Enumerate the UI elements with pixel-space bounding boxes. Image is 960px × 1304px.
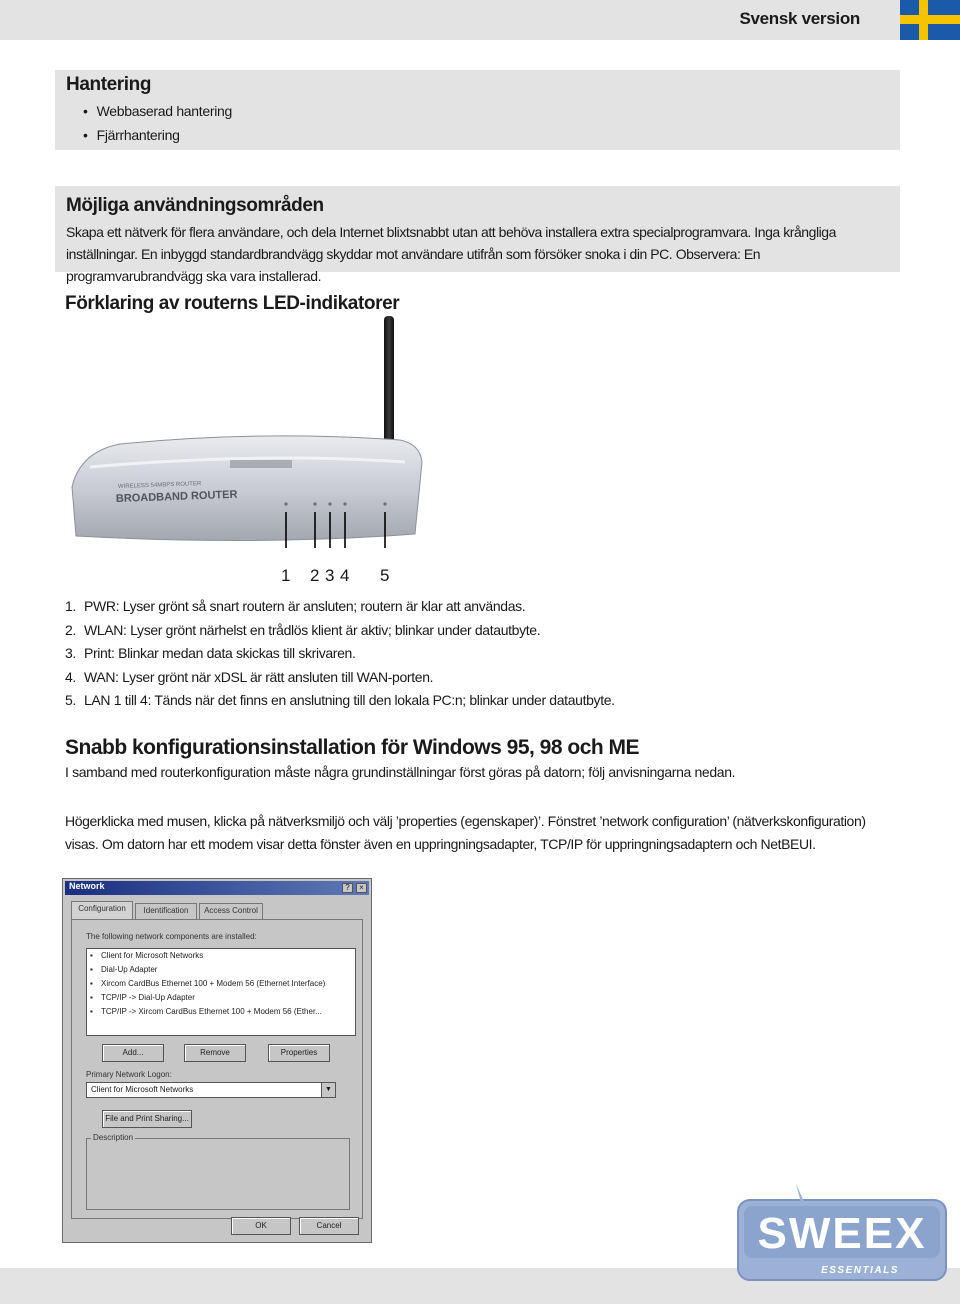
chevron-down-icon[interactable]: ▼ <box>321 1083 335 1097</box>
svg-text:WIRELESS 54MBPS ROUTER: WIRELESS 54MBPS ROUTER <box>117 481 202 490</box>
installed-label: The following network components are installed: <box>86 932 257 941</box>
help-icon[interactable]: ? <box>342 883 353 893</box>
led-wlan <box>313 502 316 505</box>
led-print <box>328 502 331 505</box>
hantering-title: Hantering <box>66 74 152 95</box>
router-image <box>60 312 460 552</box>
list-item: • Webbaserad hantering <box>83 99 232 123</box>
led-legend-list <box>65 595 615 713</box>
hantering-section <box>55 70 900 150</box>
dialog-title: Network <box>69 881 105 891</box>
led-number: 4 <box>340 566 350 585</box>
list-item: 2. WLAN: Lyser grönt närhelst en trådlös klient är aktiv; blinkar under datautbyte. <box>65 621 541 638</box>
quick-setup-intro: I samband med routerkonfiguration måste några grundinställningar först göras på datorn; följ anvisningarna nedan. <box>65 764 736 780</box>
tab-access-control[interactable]: Access Control <box>199 903 263 919</box>
led-number: 3 <box>325 566 335 585</box>
cancel-button[interactable]: Cancel <box>299 1217 359 1235</box>
tab-identification[interactable]: Identification <box>135 903 197 919</box>
logon-select[interactable] <box>86 1082 336 1098</box>
quick-setup-title: Snabb konfigurationsinstallation för Windows 95, 98 och ME <box>65 736 640 759</box>
list-item: 1. PWR: Lyser grönt så snart routern är ansluten; routern är klar att användas. <box>65 598 526 614</box>
list-item[interactable]: ▪ Dial-Up Adapter <box>87 963 355 977</box>
svg-text:SWEEX: SWEEX <box>757 1209 927 1258</box>
list-item: 4. WAN: Lyser grönt när xDSL är rätt ansluten till WAN-porten. <box>65 668 434 685</box>
components-list[interactable] <box>86 948 356 1036</box>
logon-value: Client for Microsoft Networks <box>91 1085 194 1094</box>
configuration-panel <box>71 919 363 1219</box>
list-item: • Fjärrhantering <box>83 123 232 147</box>
tab-configuration[interactable]: Configuration <box>71 901 133 919</box>
language-label: Svensk version <box>739 9 860 28</box>
description-label: Description <box>93 1133 134 1142</box>
led-lan <box>383 502 386 505</box>
properties-button[interactable]: Properties <box>268 1044 330 1062</box>
mojliga-title: Möjliga användningsområden <box>66 195 324 216</box>
mojliga-section <box>55 186 900 284</box>
led-number: 1 <box>281 566 291 585</box>
file-print-sharing-button[interactable]: File and Print Sharing... <box>102 1110 192 1128</box>
add-button[interactable]: Add... <box>102 1044 164 1062</box>
swedish-flag-icon <box>900 0 960 40</box>
ok-button[interactable]: OK <box>231 1217 291 1235</box>
led-number: 2 <box>310 566 320 585</box>
antenna-icon <box>384 316 394 444</box>
list-item[interactable]: ▪ Xircom CardBus Ethernet 100 + Modem 56 (Ethernet Interface) <box>87 977 355 991</box>
led-wan <box>343 502 346 505</box>
sweex-logo <box>736 1180 950 1292</box>
router-label: BROADBAND ROUTER <box>115 488 238 505</box>
network-dialog <box>62 878 372 1243</box>
list-item[interactable]: ▪ Client for Microsoft Networks <box>87 949 355 963</box>
svg-text:ESSENTIALS: ESSENTIALS <box>821 1265 899 1276</box>
list-item: 3. Print: Blinkar medan data skickas till skrivaren. <box>65 645 356 661</box>
dialog-titlebar <box>65 881 369 895</box>
quick-setup-step: Högerklicka med musen, klicka på nätverksmiljö och välj ’properties (egenskaper)’. Fönstret ’network configuration’ (nätverkskonfiguration) visas. Om datorn har ett modem visar detta fönster även en uppringningsadapter, TCP/IP för uppringningsadaptern och NetBEUI. <box>65 813 866 852</box>
led-number: 5 <box>380 566 390 585</box>
list-item[interactable]: ▪ TCP/IP -> Xircom CardBus Ethernet 100 + Modem 56 (Ether... <box>87 1005 355 1019</box>
led-section-title: Förklaring av routerns LED-indikatorer <box>65 293 400 314</box>
remove-button[interactable]: Remove <box>184 1044 246 1062</box>
logon-label: Primary Network Logon: <box>86 1070 172 1079</box>
close-icon[interactable]: × <box>356 883 367 893</box>
description-group <box>86 1133 350 1210</box>
mojliga-text: Skapa ett nätverk för flera användare, och dela Internet blixtsnabbt utan att behöva installera extra specialprogramvara. Inga krångliga inställningar. En inbyggd standardbrandvägg skyddar mot användare utifrån som försöker snoka i din PC. Observera: En programvarubrandvägg ska vara installerad. <box>66 224 836 284</box>
header-bar <box>0 0 960 40</box>
list-item[interactable]: ▪ TCP/IP -> Dial-Up Adapter <box>87 991 355 1005</box>
led-pwr <box>284 502 287 505</box>
hantering-list <box>83 99 232 147</box>
list-item: 5. LAN 1 till 4: Tänds när det finns en anslutning till den lokala PC:n; blinkar under datautbyte. <box>65 692 615 708</box>
